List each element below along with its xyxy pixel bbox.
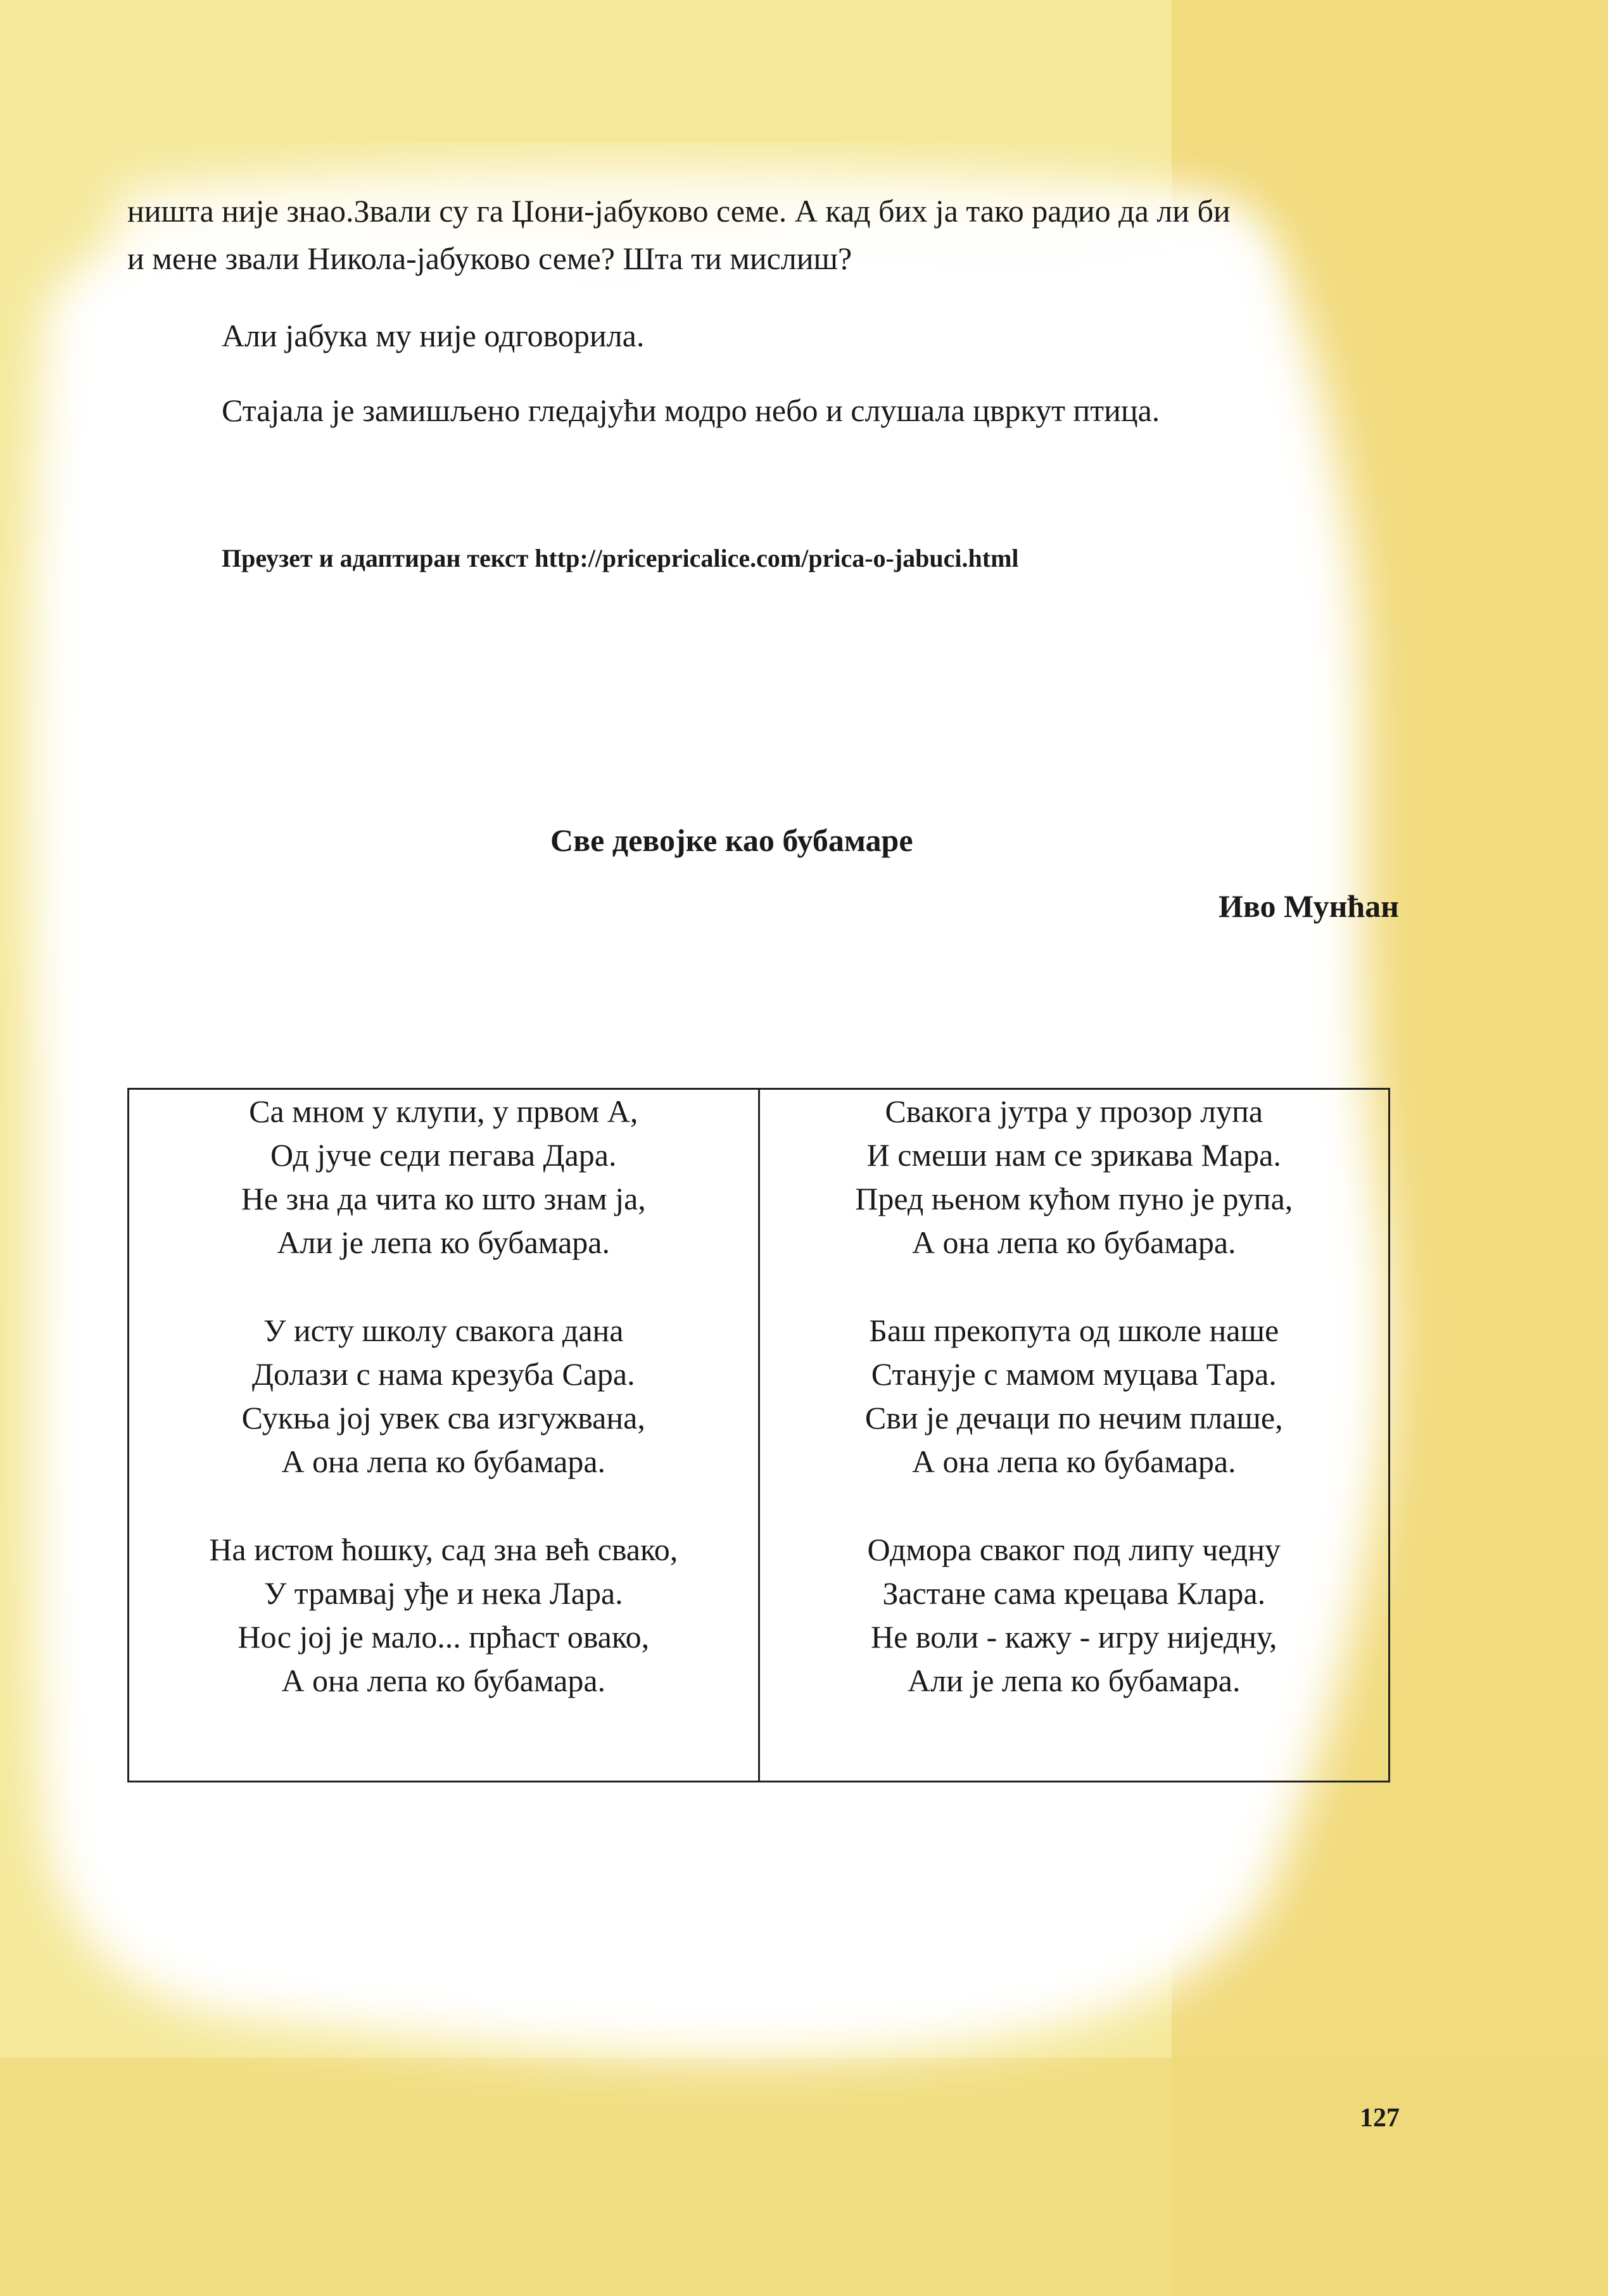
- paragraph-1: Али јабука му није одговорила.: [222, 318, 645, 353]
- verse-line: Не зна да чита ко што знам ја,: [241, 1181, 646, 1216]
- verse-line: И смеши нам се зрикава Мара.: [866, 1137, 1281, 1173]
- verse-line: А она лепа ко бубамара.: [911, 1225, 1236, 1260]
- poem-author: Иво Мунћан: [1218, 888, 1399, 924]
- verse-line: А она лепа ко бубамара.: [281, 1663, 606, 1698]
- intro-line-2: и мене звали Никола-јабуково семе? Шта ти мислиш?: [127, 241, 852, 276]
- verse-line: У трамвај уђе и нека Лара.: [263, 1575, 623, 1611]
- poem-left-column: [129, 1089, 759, 1782]
- intro-line-1: ништа није знао.Звали су га Џони-јабуково семе. А кад бих ја тако радио да ли би: [127, 193, 1231, 229]
- verse-line: Свакога јутра у прозор лупа: [885, 1094, 1263, 1129]
- poem-right-column: [759, 1089, 1390, 1782]
- stanza: [129, 1309, 758, 1484]
- verse-line: А она лепа ко бубамара.: [281, 1444, 606, 1479]
- page-number: 127: [1360, 2104, 1400, 2133]
- verse-line: Баш прекопута од школе наше: [869, 1313, 1279, 1348]
- verse-line: Не воли - кажу - игру ниједну,: [871, 1619, 1277, 1655]
- verse-line: Али је лепа ко бубамара.: [277, 1225, 610, 1260]
- verse-line: А она лепа ко бубамара.: [911, 1444, 1236, 1479]
- verse-line: Од јуче седи пегава Дара.: [270, 1137, 617, 1173]
- verse-line: Долази с нама крезуба Сара.: [251, 1356, 635, 1392]
- stanza: [760, 1528, 1389, 1703]
- verse-line: Сукња јој увек сва изгужвана,: [241, 1400, 645, 1435]
- verse-line: Одмора сваког под липу чедну: [867, 1532, 1281, 1567]
- verse-line: Са мном у клупи, у првом А,: [249, 1094, 638, 1129]
- verse-line: Пред њеном кућом пуно је рупа,: [855, 1181, 1293, 1216]
- verse-line: Нос јој је мало... прћаст овако,: [237, 1619, 650, 1655]
- stanza: [129, 1090, 758, 1265]
- verse-line: Сви је дечаци по нечим плаше,: [864, 1400, 1283, 1435]
- stanza: [760, 1309, 1389, 1484]
- paragraph-2: Стајала је замишљено гледајући модро небо и слушала цвркут птица.: [222, 393, 1160, 428]
- verse-line: На истом ћошку, сад зна већ свако,: [209, 1532, 678, 1567]
- source-note: Преузет и адаптиран текст http://pricepricalice.com/prica-o-jabuci.html: [222, 544, 1019, 572]
- verse-line: Застане сама крецава Клара.: [882, 1575, 1266, 1611]
- stanza: [129, 1528, 758, 1703]
- poem-table: [127, 1088, 1390, 1782]
- verse-line: Станује с мамом муцава Тара.: [871, 1356, 1277, 1392]
- poem-title: Све девојке као бубамаре: [550, 823, 913, 858]
- stanza: [760, 1090, 1389, 1265]
- verse-line: У исту школу свакога дана: [263, 1313, 624, 1348]
- verse-line: Али је лепа ко бубамара.: [908, 1663, 1241, 1698]
